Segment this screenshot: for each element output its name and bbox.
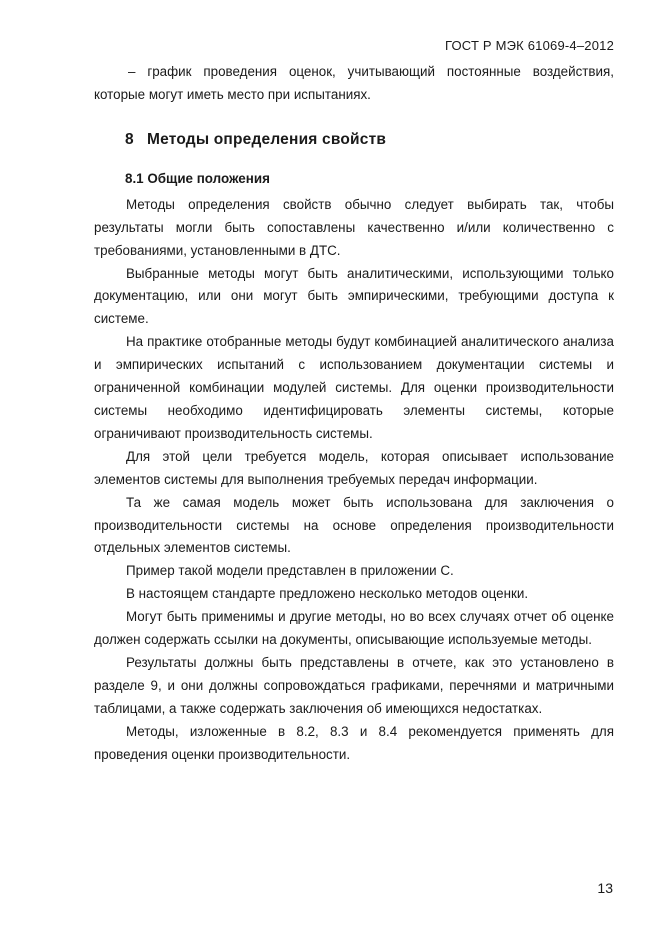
paragraph: Выбранные методы могут быть аналитическими, использующими только документацию, или они могут быть эмпирическими, требующими доступа к системе. [94, 265, 614, 327]
section-heading [125, 129, 614, 151]
subsection-heading: 8.1 Общие положения [125, 170, 270, 186]
paragraph: Для этой цели требуется модель, которая описывает использование элементов системы для выполнения требуемых передач информации. [94, 448, 614, 487]
paragraph: Методы определения свойств обычно следует выбирать так, чтобы результаты могли быть сопоставлены качественно и/или количественно с требованиями, установленными в ДТС. [94, 196, 614, 258]
page-content [94, 61, 614, 766]
paragraph: Могут быть применимы и другие методы, но во всех случаях отчет об оценке должен содержать ссылки на документы, описывающие используемые методы. [94, 609, 614, 648]
paragraph: Результаты должны быть представлены в отчете, как это установлено в разделе 9, и они должны сопровождаться графиками, перечнями и матричными таблицами, а также содержать заключения об имеющихся недостатках. [94, 654, 614, 716]
paragraph: На практике отобранные методы будут комбинацией аналитического анализа и эмпирических испытаний с использованием документации системы и ограниченной комбинации модулей системы. Для оценки производительности системы необходимо идентифицировать элементы системы, которые ограничивают производительность системы. [94, 334, 614, 441]
section-title: Методы определения свойств [147, 130, 387, 148]
paragraph: Методы, изложенные в 8.2, 8.3 и 8.4 рекомендуется применять для проведения оценки производительности. [94, 723, 614, 762]
paragraph: Та же самая модель может быть использована для заключения о производительности системы на основе определения производительности отдельных элементов системы. [94, 494, 614, 556]
paragraph: Пример такой модели представлен в приложении С. [126, 563, 454, 579]
section-number: 8 [125, 130, 134, 148]
page-number: 13 [597, 880, 613, 896]
list-item-dash: – график проведения оценок, учитывающий постоянные воздействия, которые могут иметь место при испытаниях. [94, 64, 614, 102]
paragraph: В настоящем стандарте предложено несколько методов оценки. [126, 586, 529, 602]
document-id: ГОСТ Р МЭК 61069-4–2012 [444, 38, 614, 53]
